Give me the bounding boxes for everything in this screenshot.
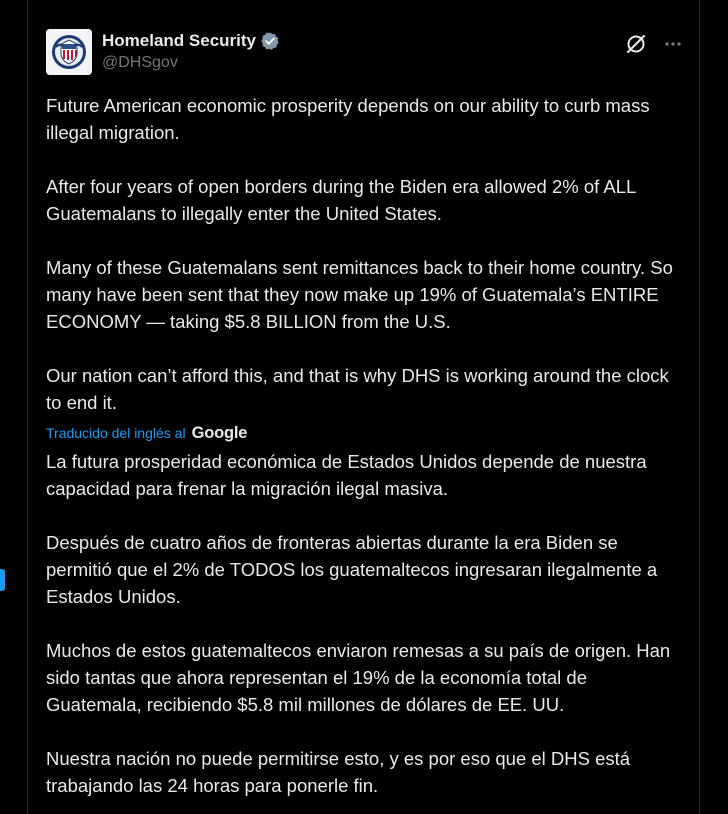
translated-paragraph-1: La futura prosperidad económica de Estados Unidos depende de nuestra capacidad para frenar la migración ilegal masiva.: [46, 451, 647, 499]
original-paragraph-1: Future American economic prosperity depends on our ability to curb mass illegal migration.: [46, 95, 650, 143]
original-paragraph-4: Our nation can’t afford this, and that is why DHS is working around the clock to end it.: [46, 365, 669, 413]
tweet-body: [46, 92, 686, 799]
translated-paragraph-2: Después de cuatro años de fronteras abiertas durante la era Biden se permitió que el 2% de TODOS los guatemaltecos ingresaran ilegalmente a Estados Unidos.: [46, 532, 658, 607]
verified-badge-icon[interactable]: [260, 31, 280, 51]
translation-label[interactable]: Traducido del inglés al: [46, 424, 186, 441]
google-logo: Google: [191, 423, 248, 442]
tweet-card: [27, 0, 700, 814]
translated-paragraph-3: Muchos de estos guatemaltecos enviaron remesas a su país de origen. Han sido tantas que ahora representan el 19% de la economía total de Guatemala, recibiendo $5.8 mil millones de dólares de EE. UU.: [46, 640, 671, 715]
translation-attribution[interactable]: [46, 418, 686, 448]
author-handle[interactable]: @DHSgov: [102, 54, 178, 71]
tweet-actions: [625, 33, 683, 60]
original-paragraph-3: Many of these Guatemalans sent remittances back to their home country. So many have been sent that they now make up 19% of Guatemala’s ENTIRE ECONOMY — taking $5.8 BILLION from the U.S.: [46, 257, 673, 332]
original-paragraph-2: After four years of open borders during the Biden era allowed 2% of ALL Guatemalans to illegally enter the United States.: [46, 176, 636, 224]
more-options-icon[interactable]: [663, 34, 683, 59]
translated-paragraph-4: Nuestra nación no puede permitirse esto, y es por eso que el DHS está trabajando las 24 horas para ponerle fin.: [46, 748, 631, 796]
avatar[interactable]: [46, 29, 92, 75]
grok-icon[interactable]: [625, 33, 647, 60]
author-info: [102, 29, 280, 72]
side-scroll-tab[interactable]: [0, 569, 5, 591]
dhs-seal-icon: [46, 29, 92, 75]
tweet-header: [46, 29, 683, 77]
author-display-name[interactable]: Homeland Security: [102, 31, 256, 50]
